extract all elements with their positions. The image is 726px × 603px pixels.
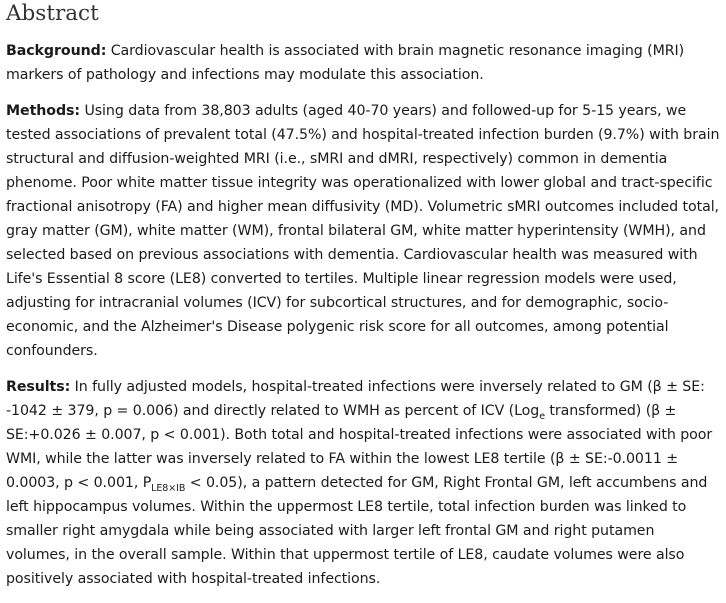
results-text-1: In fully adjusted models, hospital-treated infections were inversely related to GM (β ± SE: -1042 ± 379, p = 0.006) and directly related to WMH as percent of ICV (Log: [6, 379, 705, 419]
results-label: Results:: [6, 379, 71, 395]
abstract-heading: Abstract: [6, 1, 99, 26]
methods-label: Methods:: [6, 103, 81, 119]
background-text: Cardiovascular health is associated with brain magnetic resonance imaging (MRI) markers of pathology and infections may modulate this association.: [6, 43, 685, 83]
background-paragraph: [6, 39, 722, 87]
results-text-3: < 0.05), a pattern detected for GM, Right Frontal GM, left accumbens and left hippocampus volumes. Within the uppermost LE8 tertile, total infection burden was linked to smaller right amygdala while being associated with larger left frontal GM and right putamen volumes, in the overall sample. Within that uppermost tertile of LE8, caudate volumes were also positively associated with hospital-treated infections.: [6, 475, 708, 587]
methods-text: Using data from 38,803 adults (aged 40-70 years) and followed-up for 5-15 years, we tested associations of prevalent total (47.5%) and hospital-treated infection burden (9.7%) with brain structural and diffusion-weighted MRI (i.e., sMRI and dMRI, respectively) common in dementia phenome. Poor white matter tissue integrity was operationalized with lower global and tract-specific fractional anisotropy (FA) and higher mean diffusivity (MD). Volumetric sMRI outcomes included total, gray matter (GM), white matter (WM), frontal bilateral GM, white matter hyperintensity (WMH), and selected based on previous associations with dementia. Cardiovascular health was measured with Life's Essential 8 score (LE8) converted to tertiles. Multiple linear regression models were used, adjusting for intracranial volumes (ICV) for subcortical structures, and for demographic, socio-economic, and the Alzheimer's Disease polygenic risk score for all outcomes, among potential confounders.: [6, 103, 720, 359]
background-label: Background:: [6, 43, 107, 59]
methods-paragraph: [6, 99, 722, 363]
results-text-2: transformed) (β ± SE:+0.026 ± 0.007, p < 0.001). Both total and hospital-treated infections were associated with poor WMI, while the latter was inversely related to FA within the lowest LE8 tertile (β ± SE:-0.0011 ± 0.0003, p < 0.001, P: [6, 403, 713, 491]
log-base-subscript: e: [539, 410, 545, 422]
abstract-section: [6, 0, 722, 603]
results-paragraph: [6, 375, 722, 591]
interaction-p-subscript: LE8×IB: [151, 482, 186, 494]
